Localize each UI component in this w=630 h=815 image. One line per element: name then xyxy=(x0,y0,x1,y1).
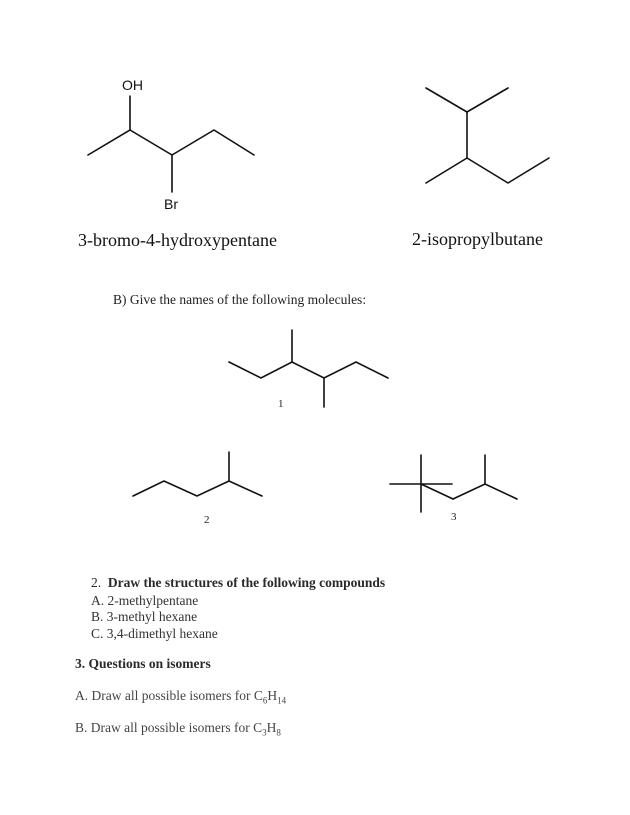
molecule-a-name: 3-bromo-4-hydroxypentane xyxy=(78,230,277,250)
question-3-item-b: B. Draw all possible isomers for $C_3H_8$ xyxy=(75,720,281,738)
question-3-item-a: A. Draw all possible isomers for $C_6H_{14}$ xyxy=(75,688,287,706)
section-b-prompt: B) Give the names of the following molecules: xyxy=(113,292,367,307)
molecule-3-skeleton xyxy=(390,455,517,512)
question-2-title: Draw the structures of the following compounds xyxy=(107,575,386,590)
molecule-b-skeleton xyxy=(426,88,549,183)
molecule-1-skeleton xyxy=(229,330,388,407)
question-2-item-a: A. 2-methylpentane xyxy=(91,593,199,608)
question-2-number: 2. xyxy=(91,575,102,590)
question-2-item-c: C. 3,4-dimethyl hexane xyxy=(91,626,218,641)
molecule-label-2: 2 xyxy=(204,514,210,526)
molecule-2-skeleton xyxy=(133,452,262,496)
molecule-label-1: 1 xyxy=(278,398,284,410)
question-2-item-b: B. 3-methyl hexane xyxy=(91,609,198,624)
molecule-a-skeleton xyxy=(88,96,254,192)
atom-label-oh: OH xyxy=(122,77,143,93)
question-3-heading: 3. Questions on isomers xyxy=(75,656,211,671)
question-2-heading xyxy=(91,575,385,591)
molecule-label-3: 3 xyxy=(451,511,457,523)
atom-label-br: Br xyxy=(164,196,178,212)
molecule-b-name: 2-isopropylbutane xyxy=(412,229,543,249)
